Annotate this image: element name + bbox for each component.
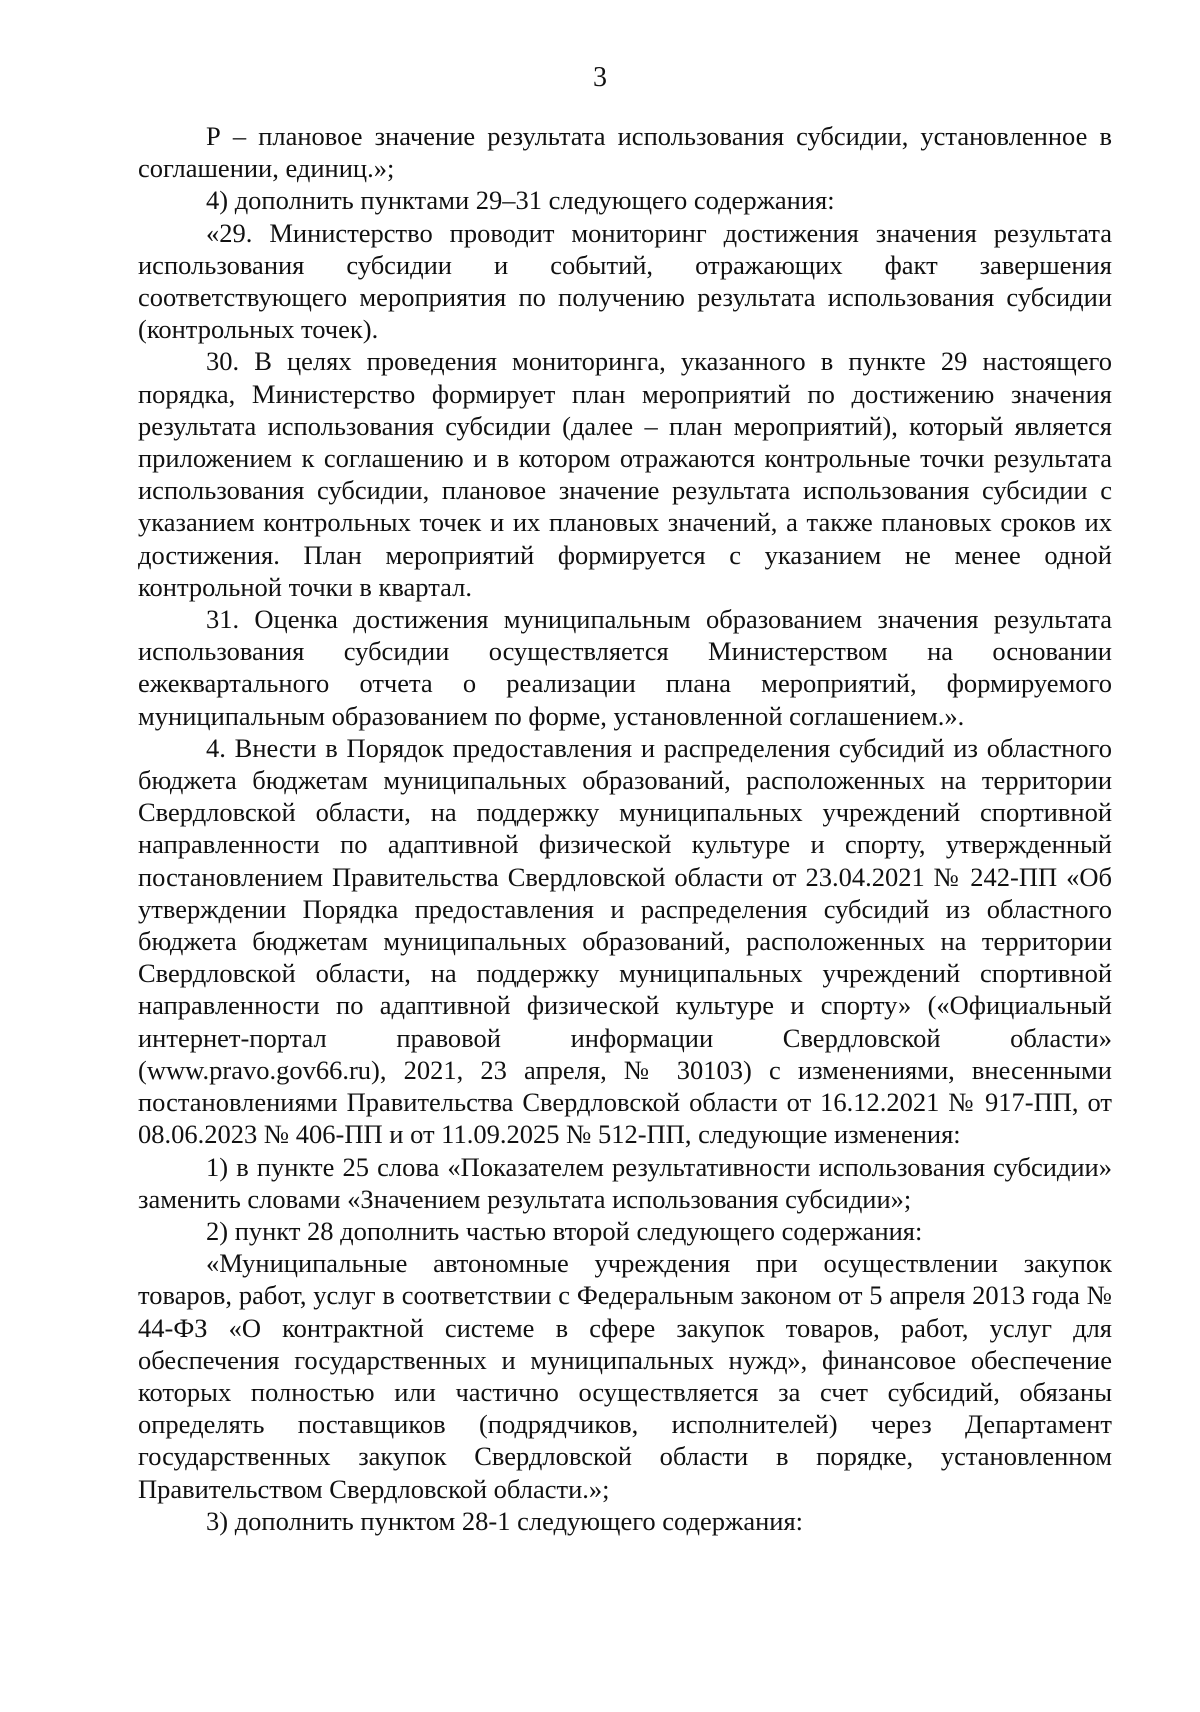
paragraph-formula-definition: Р – плановое значение результата использования субсидии, установленное в соглашении, единиц.»;	[138, 121, 1112, 184]
paragraph-clause-28-part-2: «Муниципальные автономные учреждения при осуществлении закупок товаров, работ, услуг в соответствии с Федеральным законом от 5 апреля 2013 года № 44-ФЗ «О контрактной системе в сфере закупок товаров, работ, услуг для обеспечения государственных и муниципальных нужд», финансовое обеспечение которых полностью или частично осуществляется за счет субсидий, обязаны определять поставщиков (подрядчиков, исполнителей) через Департамент государственных закупок Свердловской области в порядке, установленном Правительством Свердловской области.»;	[138, 1248, 1112, 1504]
document-body	[138, 120, 1112, 1537]
paragraph-change-1: 1) в пункте 25 слова «Показателем результативности использования субсидии» заменить словами «Значением результата использования субсидии»;	[138, 1151, 1112, 1214]
paragraph-clause-29: «29. Министерство проводит мониторинг достижения значения результата использования субсидии и событий, отражающих факт завершения соответствующего мероприятия по получению результата использования субсидии (контрольных точек).	[138, 217, 1112, 345]
paragraph-amendment-4: 4) дополнить пунктами 29–31 следующего содержания:	[206, 185, 835, 216]
paragraph-clause-30: 30. В целях проведения мониторинга, указанного в пункте 29 настоящего порядка, Министерство формирует план мероприятий по достижению значения результата использования субсидии (далее – план мероприятий), который является приложением к соглашению и в котором отражаются контрольные точки результата использования субсидии, плановое значение результата использования субсидии с указанием контрольных точек и их плановых значений, а также плановых сроков их достижения. План мероприятий формируется с указанием не менее одной контрольной точки в квартал.	[138, 346, 1112, 602]
paragraph-change-3: 3) дополнить пунктом 28-1 следующего содержания:	[206, 1505, 804, 1536]
page-number: 3	[593, 62, 607, 93]
paragraph-clause-31: 31. Оценка достижения муниципальным образованием значения результата использования субсидии осуществляется Министерством на основании ежеквартального отчета о реализации плана мероприятий, формируемого муниципальным образованием по форме, установленной соглашением.».	[138, 604, 1112, 731]
paragraph-section-4: 4. Внести в Порядок предоставления и распределения субсидий из областного бюджета бюджетам муниципальных образований, расположенных на территории Свердловской области, на поддержку муниципальных учреждений спортивной направленности по адаптивной физической культуре и спорту, утвержденный постановлением Правительства Свердловской области от 23.04.2021 № 242-ПП «Об утверждении Порядка предоставления и распределения субсидий из областного бюджета бюджетам муниципальных образований, расположенных на территории Свердловской области, на поддержку муниципальных учреждений спортивной направленности по адаптивной физической культуре и спорту» («Официальный интернет-портал правовой информации Свердловской области» (www.pravo.gov66.ru), 2021, 23 апреля, № 30103) с изменениями, внесенными постановлениями Правительства Свердловской области от 16.12.2021 № 917-ПП, от 08.06.2023 № 406-ПП и от 11.09.2025 № 512-ПП, следующие изменения:	[138, 732, 1112, 1150]
paragraph-change-2: 2) пункт 28 дополнить частью второй следующего содержания:	[206, 1215, 923, 1246]
